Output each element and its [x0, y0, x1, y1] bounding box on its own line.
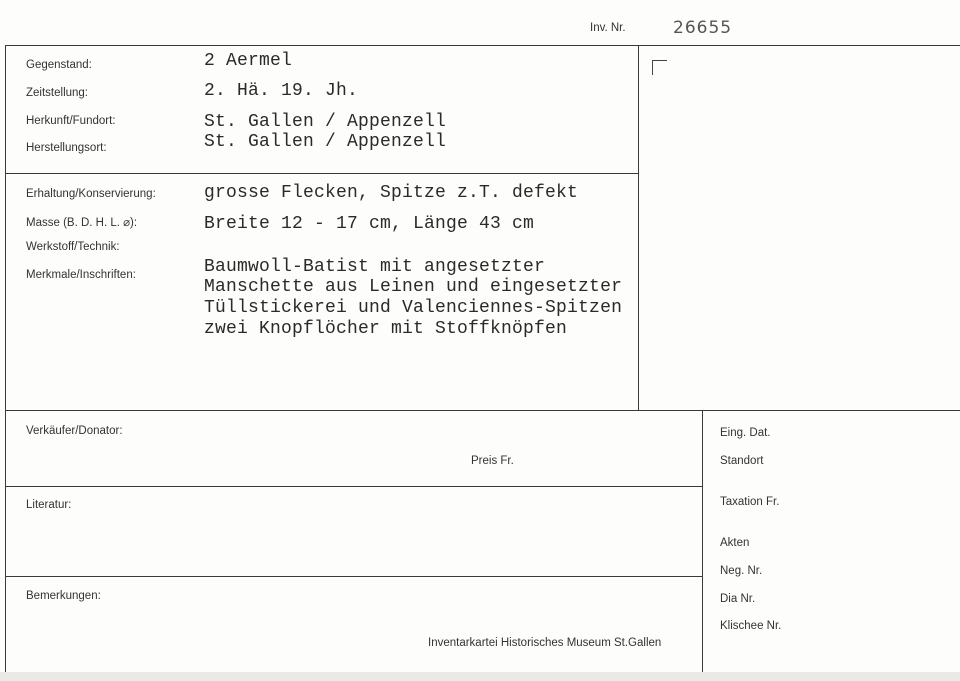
- bemerkungen-label: Bemerkungen:: [26, 590, 101, 602]
- masse-label: Masse (B. D. H. L. ⌀):: [26, 217, 138, 229]
- gegenstand-value: 2 Aermel: [204, 51, 293, 71]
- erhaltung-value: grosse Flecken, Spitze z.T. defekt: [204, 183, 579, 203]
- photo-corner-mark: [652, 60, 667, 75]
- top-rule: [6, 45, 960, 46]
- werkstoff-label: Werkstoff/Technik:: [26, 241, 120, 253]
- klischee-nr-label: Klischee Nr.: [720, 620, 782, 632]
- right-column-divider: [702, 410, 703, 672]
- image-column-divider: [638, 45, 639, 410]
- inv-nr-value: 26655: [673, 18, 733, 38]
- section-rule-1: [6, 173, 638, 174]
- herstellungsort-label: Herstellungsort:: [26, 142, 107, 154]
- literatur-label: Literatur:: [26, 499, 72, 511]
- left-border: [5, 45, 6, 672]
- herkunft-value: St. Gallen / Appenzell: [204, 112, 447, 132]
- section-rule-4: [6, 576, 702, 577]
- dia-nr-label: Dia Nr.: [720, 593, 756, 605]
- herstellungsort-value: St. Gallen / Appenzell: [204, 132, 447, 152]
- masse-value: Breite 12 - 17 cm, Länge 43 cm: [204, 214, 535, 234]
- inv-nr-label: Inv. Nr.: [590, 22, 626, 34]
- erhaltung-label: Erhaltung/Konservierung:: [26, 188, 156, 200]
- section-rule-2: [6, 410, 960, 411]
- zeitstellung-value: 2. Hä. 19. Jh.: [204, 81, 359, 101]
- eing-dat-label: Eing. Dat.: [720, 427, 771, 439]
- card-bottom-edge: [0, 672, 960, 681]
- merkmale-label: Merkmale/Inschriften:: [26, 269, 136, 281]
- card-footer: Inventarkartei Historisches Museum St.Gallen: [428, 637, 662, 649]
- akten-label: Akten: [720, 537, 750, 549]
- taxation-label: Taxation Fr.: [720, 496, 780, 508]
- merkmale-line: zwei Knopflöcher mit Stoffknöpfen: [204, 319, 568, 339]
- herkunft-label: Herkunft/Fundort:: [26, 115, 116, 127]
- gegenstand-label: Gegenstand:: [26, 59, 92, 71]
- section-rule-3: [6, 486, 702, 487]
- merkmale-line: Baumwoll-Batist mit angesetzter: [204, 257, 546, 277]
- merkmale-line: Tüllstickerei und Valenciennes-Spitzen: [204, 298, 623, 318]
- standort-label: Standort: [720, 455, 764, 467]
- merkmale-line: Manschette aus Leinen und eingesetzter: [204, 277, 623, 297]
- preis-label: Preis Fr.: [471, 455, 514, 467]
- neg-nr-label: Neg. Nr.: [720, 565, 763, 577]
- zeitstellung-label: Zeitstellung:: [26, 87, 89, 99]
- verkaeufer-label: Verkäufer/Donator:: [26, 425, 123, 437]
